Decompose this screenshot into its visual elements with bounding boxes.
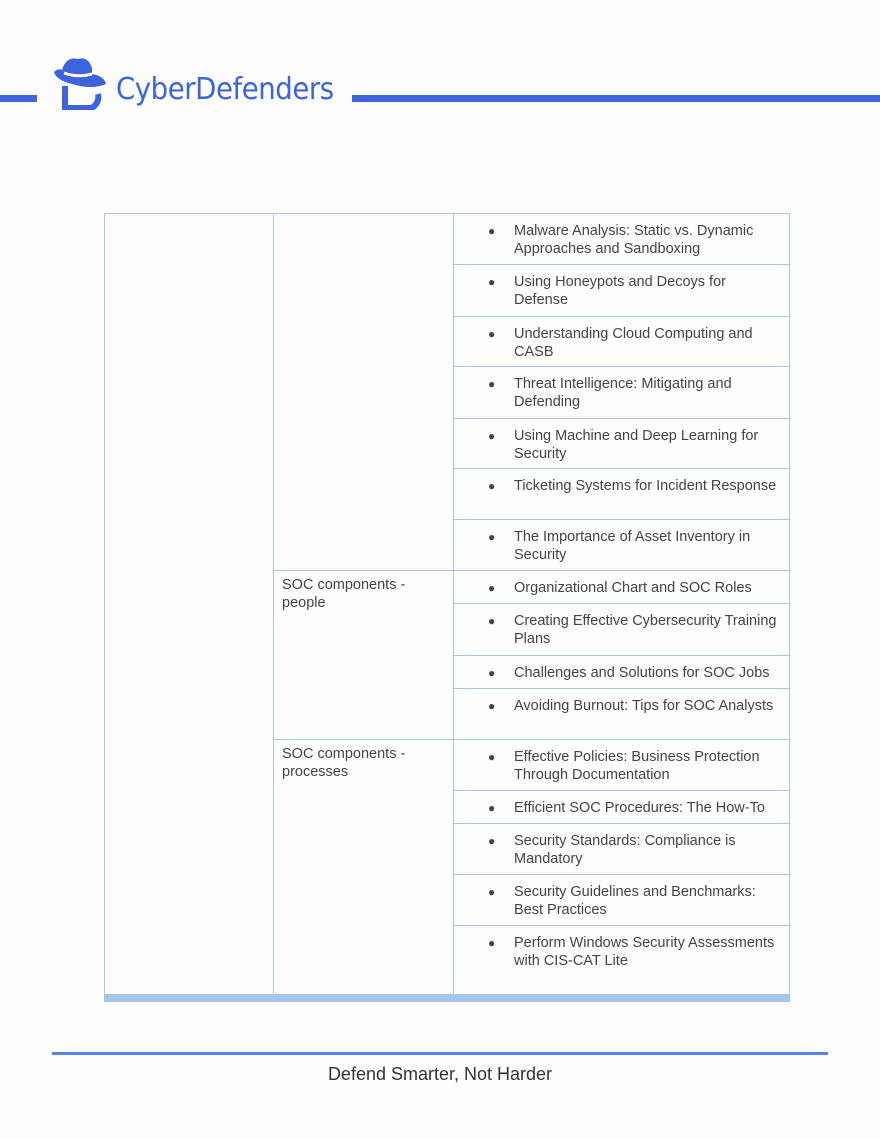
bullet-icon: ● <box>488 666 496 680</box>
topic-text: Malware Analysis: Static vs. Dynamic Approaches and Sandboxing <box>514 223 754 257</box>
bullet-icon: ● <box>488 936 496 950</box>
bullet-icon: ● <box>488 750 496 764</box>
row-divider <box>454 874 790 875</box>
row-divider <box>454 655 790 656</box>
row-divider <box>454 468 790 469</box>
bullet-icon: ● <box>488 429 496 443</box>
row-divider <box>454 925 790 926</box>
bullet-icon: ● <box>488 885 496 899</box>
topic-text: Effective Policies: Business Protection Through Documentation <box>514 749 760 783</box>
topic-text: Efficient SOC Procedures: The How-To <box>514 800 765 816</box>
row-divider <box>454 603 790 604</box>
bullet-icon: ● <box>488 614 496 628</box>
column-divider <box>273 213 274 994</box>
bullet-icon: ● <box>488 224 496 238</box>
row-divider <box>454 688 790 689</box>
topic-text: Security Guidelines and Benchmarks: Best Practices <box>514 884 756 918</box>
topic-text: Understanding Cloud Computing and CASB <box>514 326 753 360</box>
hat-logo-icon <box>52 54 108 110</box>
row-divider <box>454 570 790 571</box>
topic-text: The Importance of Asset Inventory in Security <box>514 529 751 563</box>
bullet-icon: ● <box>488 327 496 341</box>
topic-text: Ticketing Systems for Incident Response <box>514 478 777 494</box>
bullet-icon: ● <box>488 377 496 391</box>
row-divider <box>454 264 790 265</box>
row-divider <box>454 366 790 367</box>
bullet-icon: ● <box>488 801 496 815</box>
header-rule-right <box>352 95 880 102</box>
topic-text: Challenges and Solutions for SOC Jobs <box>514 665 770 681</box>
row-divider <box>454 519 790 520</box>
header-rule-left <box>0 95 37 102</box>
footer-rule <box>52 1052 828 1055</box>
brand-name: CyberDefenders <box>116 72 334 107</box>
bullet-icon: ● <box>488 275 496 289</box>
group-label: SOC components - processes <box>282 746 406 780</box>
table-bottom-band <box>104 994 790 1002</box>
row-divider <box>454 316 790 317</box>
topic-text: Using Honeypots and Decoys for Defense <box>514 274 726 308</box>
topic-text: Perform Windows Security Assessments with CIS-CAT Lite <box>514 935 775 969</box>
row-divider <box>454 739 790 740</box>
topic-text: Avoiding Burnout: Tips for SOC Analysts <box>514 698 774 714</box>
bullet-icon: ● <box>488 699 496 713</box>
topic-text: Creating Effective Cybersecurity Training Plans <box>514 613 777 647</box>
row-divider <box>454 823 790 824</box>
topic-text: Security Standards: Compliance is Mandatory <box>514 833 736 867</box>
topic-text: Organizational Chart and SOC Roles <box>514 580 752 596</box>
group-label: SOC components - people <box>282 577 406 611</box>
topic-text: Using Machine and Deep Learning for Security <box>514 428 759 462</box>
row-divider <box>454 790 790 791</box>
footer-tagline: Defend Smarter, Not Harder <box>327 1064 553 1084</box>
topic-text: Threat Intelligence: Mitigating and Defending <box>514 376 732 410</box>
row-divider <box>454 418 790 419</box>
bullet-icon: ● <box>488 479 496 493</box>
bullet-icon: ● <box>488 834 496 848</box>
bullet-icon: ● <box>488 581 496 595</box>
bullet-icon: ● <box>488 530 496 544</box>
